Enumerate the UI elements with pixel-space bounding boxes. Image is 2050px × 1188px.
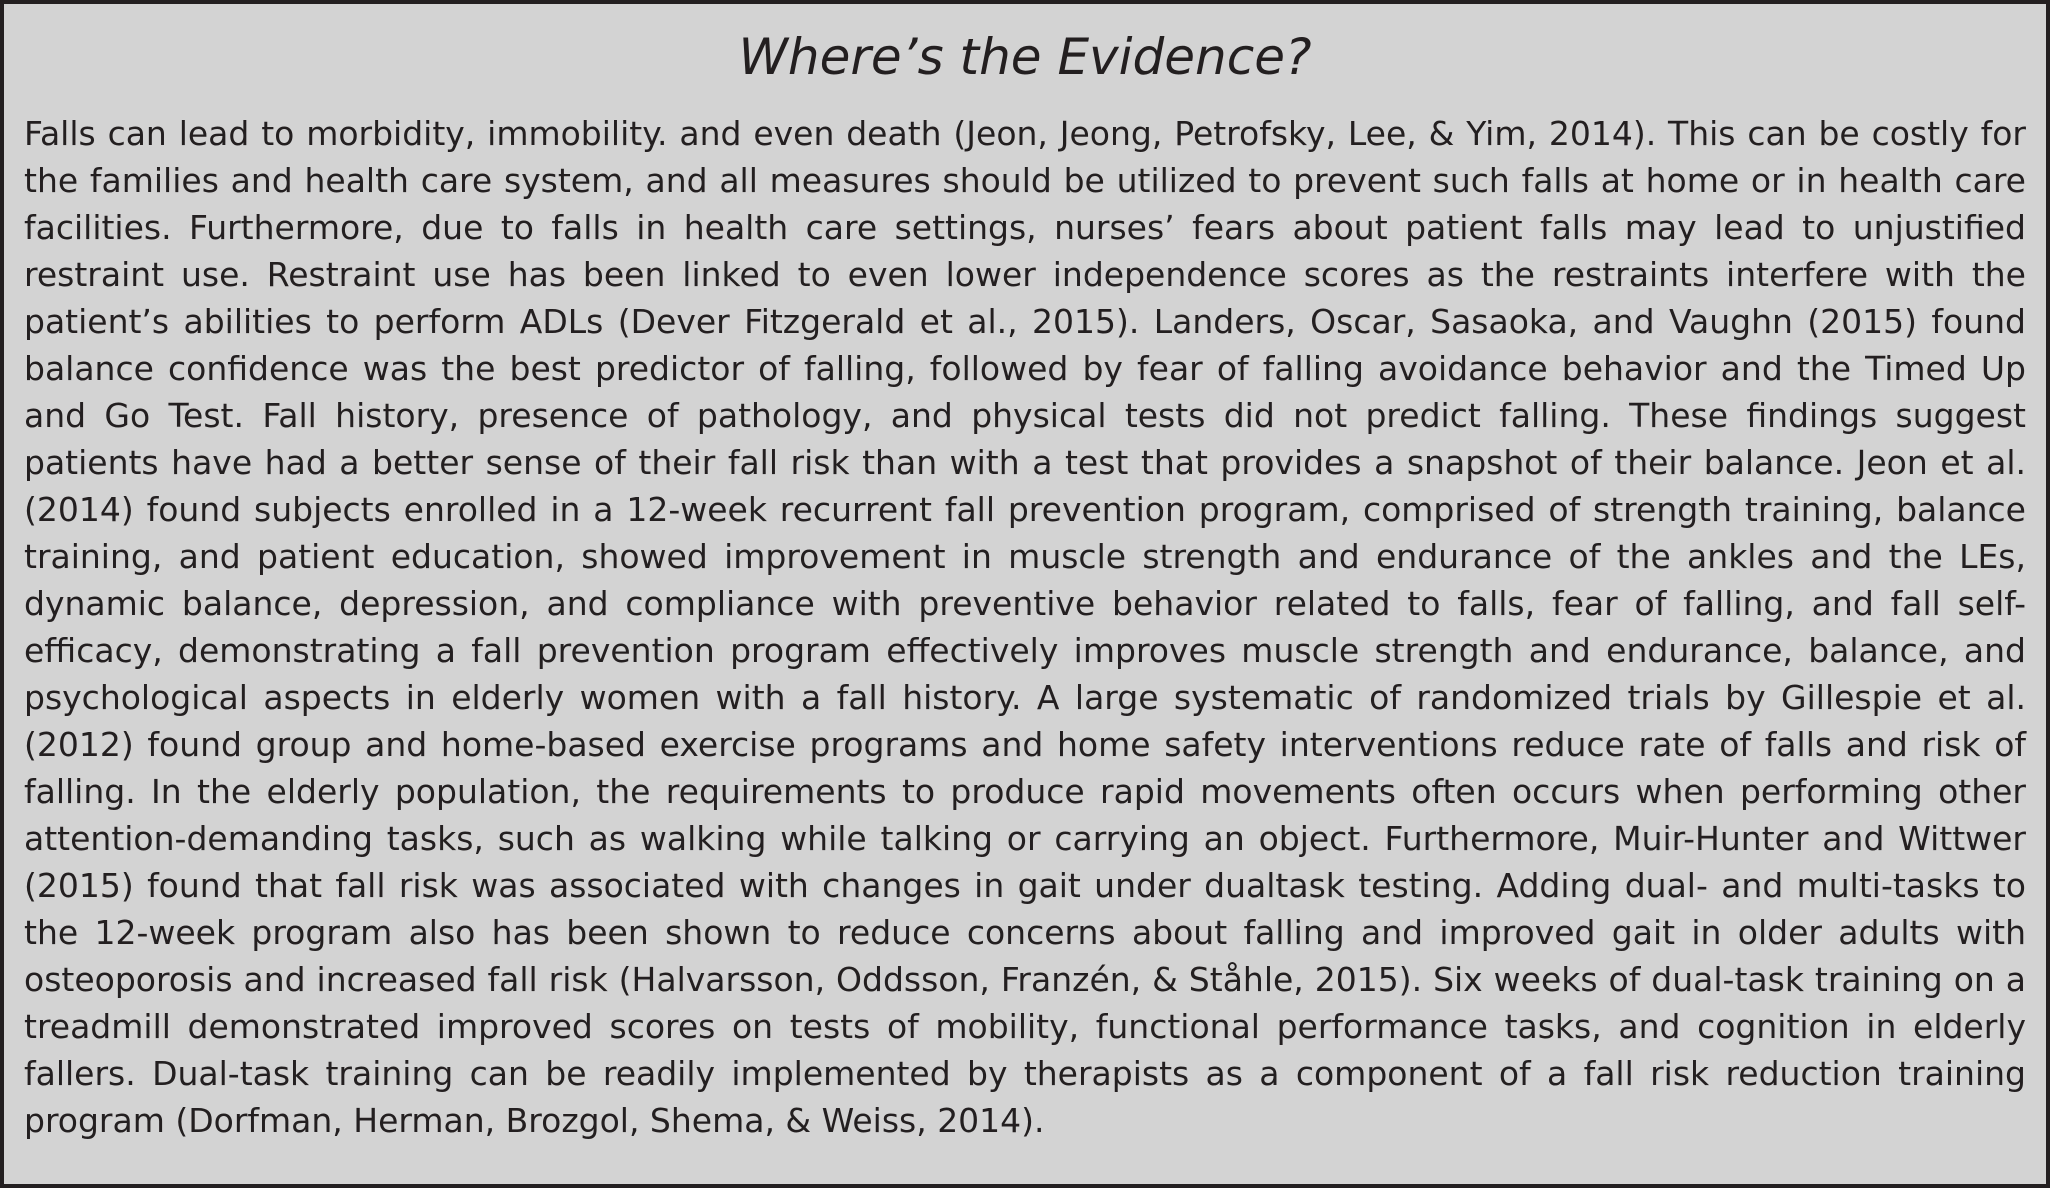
sidebar-title: Where’s the Evidence? xyxy=(738,28,1312,86)
sidebar-body-text: Falls can lead to morbidity, immobility. and even death (Jeon, Jeong, Petrofsky, Lee, & Yim, 2014). This can be costly for the families and health care system, and all measures should be utilized to prevent such falls at home or in health care facilities. Furthermore, due to falls in health care settings, nurses’ fears about patient falls may lead to unjustified restraint use. Restraint use has been linked to even lower independence scores as the restraints interfere with the patient’s abilities to perform ADLs (Dever Fitzgerald et al., 2015). Landers, Oscar, Sasaoka, and Vaughn (2015) found balance confidence was the best predictor of falling, followed by fear of falling avoidance behavior and the Timed Up and Go Test. Fall history, presence of pathology, and physical tests did not predict falling. These findings suggest patients have had a better sense of their fall risk than with a test that provides a snapshot of their balance. Jeon et al. (2014) found subjects enrolled in a 12-week recurrent fall prevention program, comprised of strength training, balance training, and patient education, showed improvement in muscle strength and endurance of the ankles and the LEs, dynamic balance, depression, and compliance with preventive behavior related to falls, fear of falling, and fall self-efficacy, demonstrating a fall prevention program effectively improves muscle strength and endurance, balance, and psychological aspects in elderly women with a fall history. A large systematic of randomized trials by Gillespie et al. (2012) found group and home-based exercise programs and home safety interventions reduce rate of falls and risk of falling. In the elderly population, the requirements to produce rapid movements often occurs when performing other attention-demanding tasks, such as walking while talking or carrying an object. Furthermore, Muir-Hunter and Wittwer (2015) found that fall risk was associated with changes in gait under dualtask testing. Adding dual- and multi-tasks to the 12-week program also has been shown to reduce concerns about falling and improved gait in older adults with osteoporosis and increased fall risk (Halvarsson, Oddsson, Franzén, & Ståhle, 2015). Six weeks of dual-task training on a treadmill demonstrated improved scores on tests of mobility, functional performance tasks, and cognition in elderly fallers. Dual-task training can be readily implemented by therapists as a component of a fall risk reduction training program (Dorfman, Herman, Brozgol, Shema, & Weiss, 2014). xyxy=(24,114,2026,1140)
